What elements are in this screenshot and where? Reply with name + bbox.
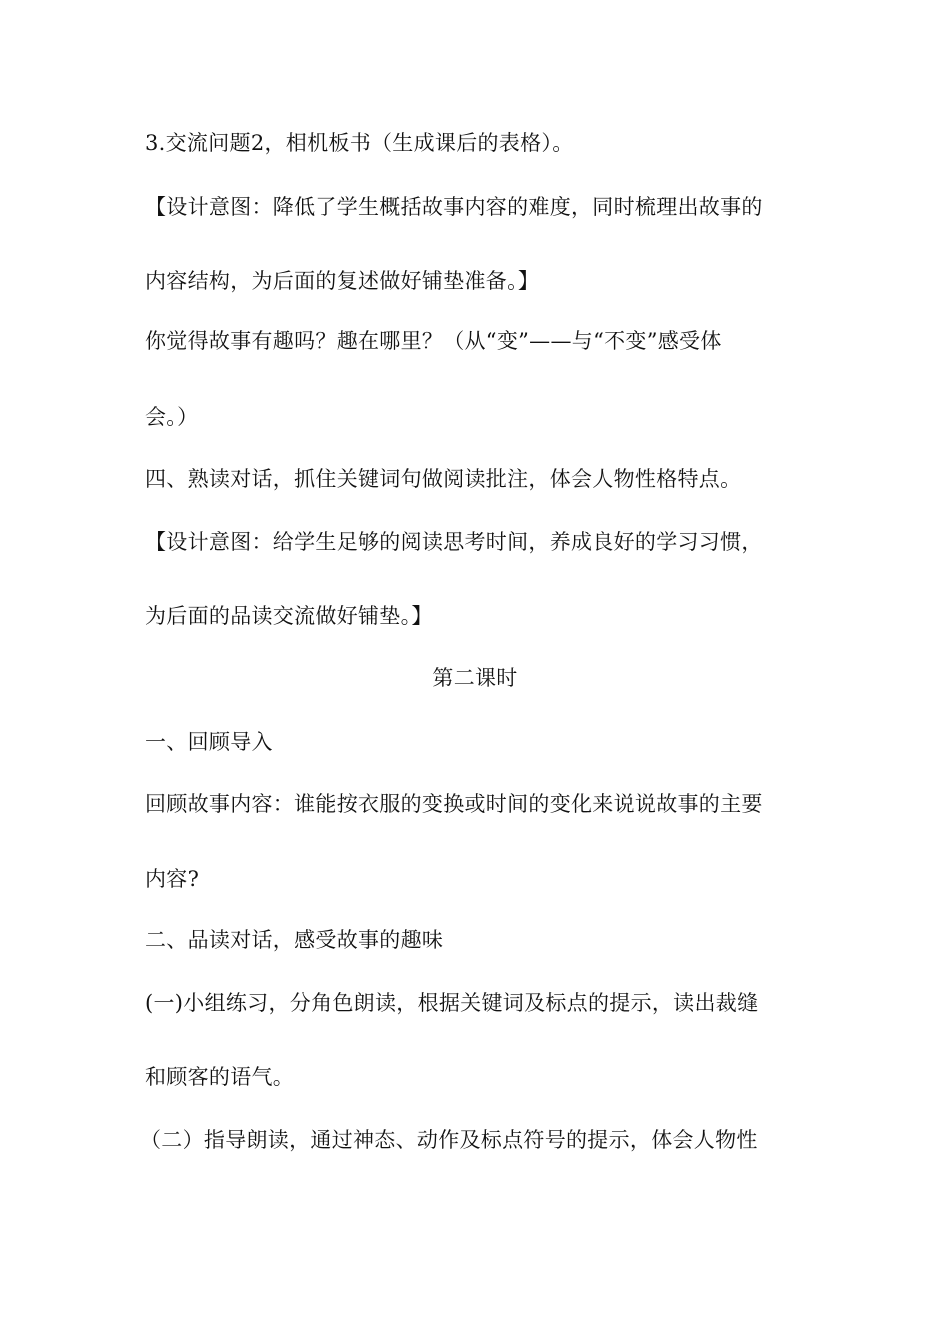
question-fun-line-1: 你觉得故事有趣吗？趣在哪里？（从“变”——与“不变”感受体 — [145, 329, 722, 353]
lesson-two-title: 第二课时 — [432, 666, 518, 690]
section-two-heading: 二、品读对话，感受故事的趣味 — [145, 928, 444, 952]
design-intent-1-line-2: 内容结构，为后面的复述做好铺垫准备。】 — [145, 269, 540, 293]
question-fun-line-2: 会。） — [145, 405, 199, 429]
paragraph-step-3: 3.交流问题2，相机板书（生成课后的表格）。 — [145, 131, 574, 155]
design-intent-2-line-1: 【设计意图：给学生足够的阅读思考时间，养成良好的学习习惯， — [145, 530, 763, 554]
design-intent-2-line-2: 为后面的品读交流做好铺垫。】 — [145, 604, 433, 628]
subsection-one-line-2: 和顾客的语气。 — [145, 1065, 295, 1089]
review-question-line-1: 回顾故事内容：谁能按衣服的变换或时间的变化来说说故事的主要 — [145, 792, 763, 816]
section-one-heading: 一、回顾导入 — [145, 730, 273, 754]
subsection-two-line-1: （二）指导朗读，通过神态、动作及标点符号的提示，体会人物性 — [140, 1128, 758, 1152]
section-four-heading: 四、熟读对话，抓住关键词句做阅读批注，体会人物性格特点。 — [145, 467, 742, 491]
design-intent-1-line-1: 【设计意图：降低了学生概括故事内容的难度，同时梳理出故事的 — [145, 195, 763, 219]
review-question-line-2: 内容? — [145, 867, 200, 891]
subsection-one-line-1: (一)小组练习，分角色朗读，根据关键词及标点的提示，读出裁缝 — [145, 991, 759, 1015]
